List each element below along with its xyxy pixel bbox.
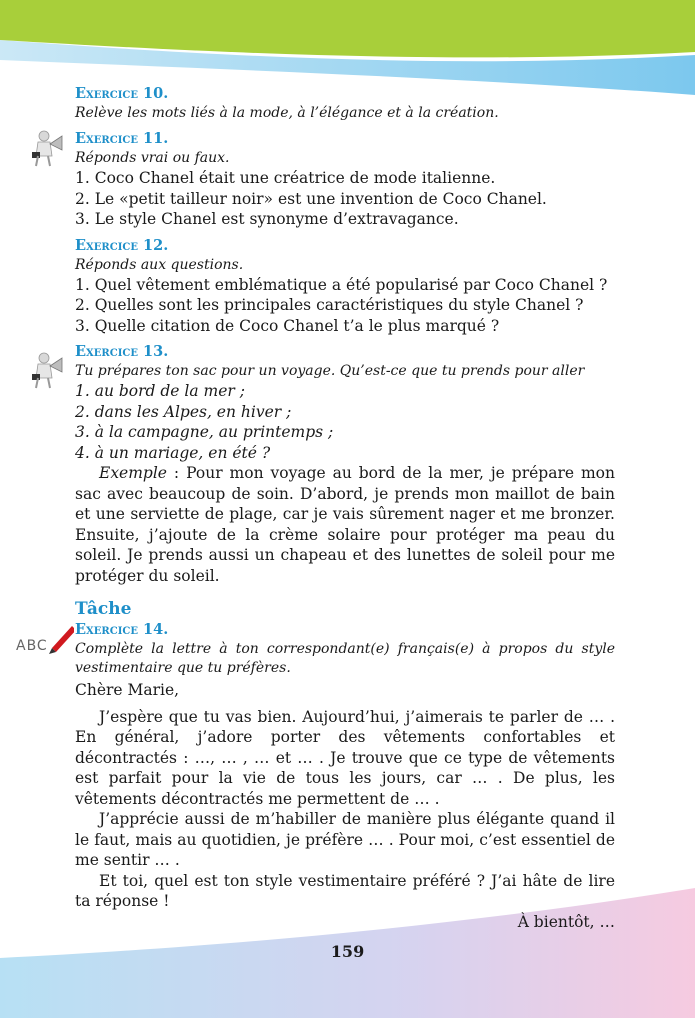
page-number: 159 [330,942,365,961]
list-item: 2. dans les Alpes, en hiver ; [75,402,292,421]
list-item: 1. Coco Chanel était une créatrice de mode italienne. [75,169,496,187]
exercise-title: Exercice 12. [75,236,169,254]
exercise-12 [75,236,615,337]
exercise-title: Exercice 13. [75,343,169,360]
exercise-instruction: Réponds vrai ou faux. [75,150,230,166]
exercise-instruction: Relève les mots liés à la mode, à l’élégance et à la création. [75,105,499,121]
list-item: 4. à un mariage, en été ? [75,443,271,462]
letter-paragraph: J’apprécie aussi de m’habiller de manière plus élégante quand il le faut, mais au quotidien, je préfère … . Pour moi, c’est essentiel de me sentir … . [75,810,615,869]
exercise-13 [75,342,615,586]
letter-paragraph: J’espère que tu vas bien. Aujourd’hui, j’aimerais te parler de … . En général, j’adore porter des vêtements confortables et décontractés : …, … , … et … . Je trouve que ce type de vêtements est parfait pour la vie de tous les jours, car … . De plus, les vêtements décontractés me permettent de … . [75,707,615,808]
megaphone-person-icon [28,350,70,390]
exercise-instruction: Tu prépares ton sac pour un voyage. Qu’est-ce que tu prends pour aller [75,363,585,379]
list-item: 3. à la campagne, au printemps ; [75,423,334,441]
list-item: 3. Le style Chanel est synonyme d’extravagance. [75,210,459,228]
letter-paragraph: Et toi, quel est ton style vestimentaire préféré ? J’ai hâte de lire ta réponse ! [75,871,615,910]
abc-pen-icon [14,620,74,658]
example-text: : Pour mon voyage au bord de la mer, je prépare mon sac avec beaucoup de soin. D’abord, je prends mon maillot de bain et une serviette de plage, car je vais sûrement nager et me bronzer. Ensuite, j’ajoute de la crème solaire pour protéger ma peau du soleil. Je prends aussi un chapeau et des lunettes de soleil pour me protéger du soleil. [75,464,615,585]
task-heading: Tâche [75,599,132,619]
exercise-title: Exercice 11. [75,130,169,147]
list-item: 1. au bord de la mer ; [75,382,245,400]
item-list [75,275,615,337]
example-label: Exemple [99,464,167,482]
exercise-11 [75,129,615,230]
letter-greeting: Chère Marie, [75,681,180,699]
example-paragraph [75,463,615,586]
list-item: 2. Quelles sont les principales caractéristiques du style Chanel ? [75,296,584,314]
exercise-title: Exercice 10. [75,85,169,102]
abc-label: ABC [16,638,48,654]
megaphone-person-icon [28,128,70,168]
letter-signoff: À bientôt, … [517,912,615,931]
exercise-14 [75,620,615,932]
exercise-instruction: Réponds aux questions. [75,256,244,273]
list-item: 1. Quel vêtement emblématique a été popularisé par Coco Chanel ? [75,275,608,294]
page-content [75,78,615,932]
exercise-instruction: Complète la lettre à ton correspondant(e) français(e) à propos du style vestimentaire que tu préfères. [75,641,615,676]
list-item: 2. Le «petit tailleur noir» est une invention de Coco Chanel. [75,189,547,208]
item-list [75,168,615,230]
list-item: 3. Quelle citation de Coco Chanel t’a le plus marqué ? [75,316,500,335]
exercise-10 [75,84,615,123]
exercise-title: Exercice 14. [75,621,169,638]
item-list [75,381,615,463]
